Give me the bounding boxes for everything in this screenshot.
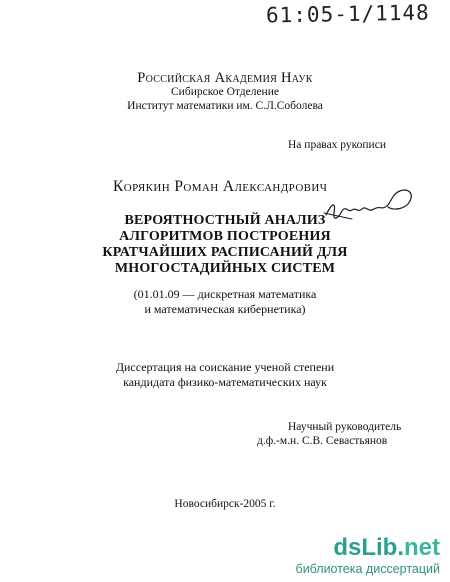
dslib-logo: dsLib.net — [333, 534, 440, 561]
specialty-line-2: и математическая кибернетика) — [144, 302, 306, 316]
author-name: Корякин Роман Александрович — [113, 178, 328, 195]
institute-name: Институт математики им. С.Л.Соболева — [127, 100, 323, 112]
dissertation-title-line-1: ВЕРОЯТНОСТНЫЙ АНАЛИЗ — [124, 213, 326, 228]
dslib-subtitle: библиотека диссертаций — [295, 562, 440, 576]
degree-line-1: Диссертация на соискание ученой степени — [115, 360, 335, 374]
dslib-watermark — [296, 536, 440, 576]
specialty-line-1: (01.01.09 — дискретная математика — [133, 287, 317, 301]
dissertation-title-line-2: АЛГОРИТМОВ ПОСТРОЕНИЯ — [119, 229, 331, 244]
city-year: Новосибирск-2005 г. — [174, 498, 276, 510]
dissertation-title-line-3: КРАТЧАЙШИХ РАСПИСАНИЙ ДЛЯ — [102, 245, 348, 260]
dissertation-title-line-4: МНОГОСТАДИЙНЫХ СИСТЕМ — [114, 261, 336, 276]
organization-name: Российская Академия Наук — [137, 70, 313, 86]
organization-branch: Сибирское Отделение — [171, 86, 279, 98]
handwritten-catalog-code: 61:05-1/1148 — [265, 0, 430, 28]
supervisor-name: д.ф.-м.н. С.В. Севастьянов — [257, 435, 388, 447]
supervisor-label: Научный руководитель — [288, 421, 402, 433]
manuscript-rights-note: На правах рукописи — [288, 139, 386, 151]
degree-line-2: кандидата физико-математических наук — [123, 375, 327, 389]
